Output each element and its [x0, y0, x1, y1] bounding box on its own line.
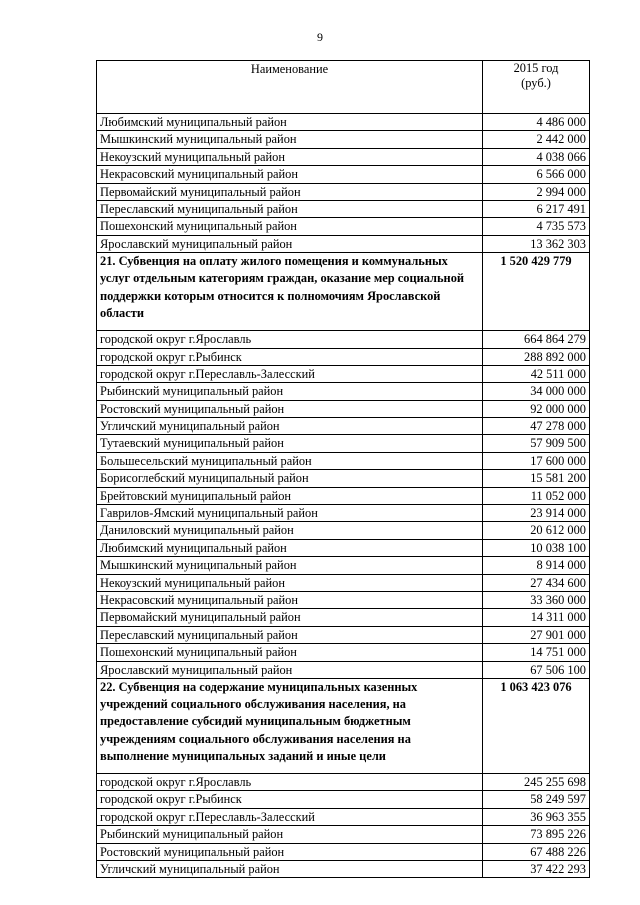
row-amount: 33 360 000	[483, 591, 590, 608]
row-name: городской округ г.Переславль-Залесский	[97, 365, 483, 382]
row-amount: 8 914 000	[483, 557, 590, 574]
row-name: городской округ г.Ярославль	[97, 773, 483, 790]
page-number: 9	[317, 30, 323, 44]
table-row	[97, 383, 590, 400]
row-amount: 11 052 000	[483, 487, 590, 504]
row-amount: 42 511 000	[483, 365, 590, 382]
row-amount: 2 442 000	[483, 131, 590, 148]
rows-group-a	[97, 114, 590, 253]
row-amount: 73 895 226	[483, 826, 590, 843]
table-row	[97, 522, 590, 539]
row-name: Угличский муниципальный район	[97, 860, 483, 877]
row-name: Гаврилов-Ямский муниципальный район	[97, 505, 483, 522]
row-name: Некоузский муниципальный район	[97, 574, 483, 591]
row-name: городской округ г.Рыбинск	[97, 348, 483, 365]
row-amount: 27 434 600	[483, 574, 590, 591]
table-row	[97, 843, 590, 860]
section-row	[97, 253, 590, 331]
row-amount: 13 362 303	[483, 235, 590, 252]
table-row	[97, 826, 590, 843]
table-row	[97, 400, 590, 417]
table-row	[97, 661, 590, 678]
table-row	[97, 131, 590, 148]
table-row	[97, 808, 590, 825]
table-row	[97, 487, 590, 504]
row-name: Первомайский муниципальный район	[97, 183, 483, 200]
row-name: Мышкинский муниципальный район	[97, 131, 483, 148]
row-amount: 37 422 293	[483, 860, 590, 877]
row-amount: 245 255 698	[483, 773, 590, 790]
section-22	[97, 678, 590, 773]
row-name: Ярославский муниципальный район	[97, 235, 483, 252]
row-amount: 20 612 000	[483, 522, 590, 539]
row-name: Угличский муниципальный район	[97, 418, 483, 435]
table-row	[97, 148, 590, 165]
table-row	[97, 626, 590, 643]
rows-group-b	[97, 331, 590, 679]
row-amount: 47 278 000	[483, 418, 590, 435]
table-row	[97, 348, 590, 365]
row-amount: 4 735 573	[483, 218, 590, 235]
column-header-unit: (руб.)	[521, 76, 551, 90]
row-name: Рыбинский муниципальный район	[97, 383, 483, 400]
row-name: Ярославский муниципальный район	[97, 661, 483, 678]
row-amount: 288 892 000	[483, 348, 590, 365]
table-row	[97, 235, 590, 252]
row-name: Рыбинский муниципальный район	[97, 826, 483, 843]
table-row	[97, 791, 590, 808]
row-amount: 6 217 491	[483, 200, 590, 217]
row-name: Первомайский муниципальный район	[97, 609, 483, 626]
table-row	[97, 166, 590, 183]
row-amount: 14 751 000	[483, 644, 590, 661]
row-name: Брейтовский муниципальный район	[97, 487, 483, 504]
table-row	[97, 183, 590, 200]
table-row	[97, 773, 590, 790]
table-row	[97, 200, 590, 217]
row-name: Любимский муниципальный район	[97, 114, 483, 131]
section-amount: 1 063 423 076	[483, 678, 590, 773]
row-amount: 10 038 100	[483, 539, 590, 556]
row-name: Даниловский муниципальный район	[97, 522, 483, 539]
row-name: Большесельский муниципальный район	[97, 452, 483, 469]
section-title: 21. Субвенция на оплату жилого помещения и коммунальных услуг отдельным категориям граждан, оказание мер социальной поддержки которым относится к полномочиям Ярославской области	[97, 253, 483, 331]
column-header-amount	[483, 61, 590, 114]
row-name: Некрасовский муниципальный район	[97, 591, 483, 608]
row-amount: 92 000 000	[483, 400, 590, 417]
row-name: Ростовский муниципальный район	[97, 400, 483, 417]
table-row	[97, 218, 590, 235]
table-header-row	[97, 61, 590, 114]
row-amount: 6 566 000	[483, 166, 590, 183]
row-amount: 23 914 000	[483, 505, 590, 522]
row-amount: 67 488 226	[483, 843, 590, 860]
row-amount: 36 963 355	[483, 808, 590, 825]
table-row	[97, 539, 590, 556]
row-name: Ростовский муниципальный район	[97, 843, 483, 860]
table-row	[97, 418, 590, 435]
row-amount: 57 909 500	[483, 435, 590, 452]
row-name: Пошехонский муниципальный район	[97, 644, 483, 661]
row-name: Переславский муниципальный район	[97, 200, 483, 217]
row-amount: 2 994 000	[483, 183, 590, 200]
row-name: Мышкинский муниципальный район	[97, 557, 483, 574]
table-row	[97, 574, 590, 591]
row-amount: 664 864 279	[483, 331, 590, 348]
row-amount: 67 506 100	[483, 661, 590, 678]
row-name: городской округ г.Ярославль	[97, 331, 483, 348]
row-name: Борисоглебский муниципальный район	[97, 470, 483, 487]
table-row	[97, 860, 590, 877]
row-name: Пошехонский муниципальный район	[97, 218, 483, 235]
table-row	[97, 591, 590, 608]
row-amount: 15 581 200	[483, 470, 590, 487]
row-amount: 17 600 000	[483, 452, 590, 469]
row-amount: 4 038 066	[483, 148, 590, 165]
section-row	[97, 678, 590, 773]
table-row	[97, 435, 590, 452]
column-header-year: 2015 год	[513, 61, 559, 75]
table-row	[97, 505, 590, 522]
section-amount: 1 520 429 779	[483, 253, 590, 331]
section-title: 22. Субвенция на содержание муниципальных казенных учреждений социального обслуживания населения, на предоставление субсидий муниципальным бюджетным учреждениям социального обслуживания населения на выполнение муниципальных заданий и иные цели	[97, 678, 483, 773]
rows-group-c	[97, 773, 590, 877]
section-21	[97, 253, 590, 331]
row-name: городской округ г.Рыбинск	[97, 791, 483, 808]
row-amount: 14 311 000	[483, 609, 590, 626]
row-amount: 34 000 000	[483, 383, 590, 400]
row-name: Некоузский муниципальный район	[97, 148, 483, 165]
row-name: городской округ г.Переславль-Залесский	[97, 808, 483, 825]
row-name: Любимский муниципальный район	[97, 539, 483, 556]
column-header-name: Наименование	[97, 61, 483, 114]
table-row	[97, 644, 590, 661]
row-name: Переславский муниципальный район	[97, 626, 483, 643]
row-amount: 4 486 000	[483, 114, 590, 131]
table-row	[97, 470, 590, 487]
table-row	[97, 452, 590, 469]
subvention-table	[96, 60, 590, 878]
row-name: Некрасовский муниципальный район	[97, 166, 483, 183]
row-amount: 58 249 597	[483, 791, 590, 808]
row-amount: 27 901 000	[483, 626, 590, 643]
table-row	[97, 365, 590, 382]
table-row	[97, 114, 590, 131]
row-name: Тутаевский муниципальный район	[97, 435, 483, 452]
table-row	[97, 609, 590, 626]
table-row	[97, 557, 590, 574]
table-row	[97, 331, 590, 348]
